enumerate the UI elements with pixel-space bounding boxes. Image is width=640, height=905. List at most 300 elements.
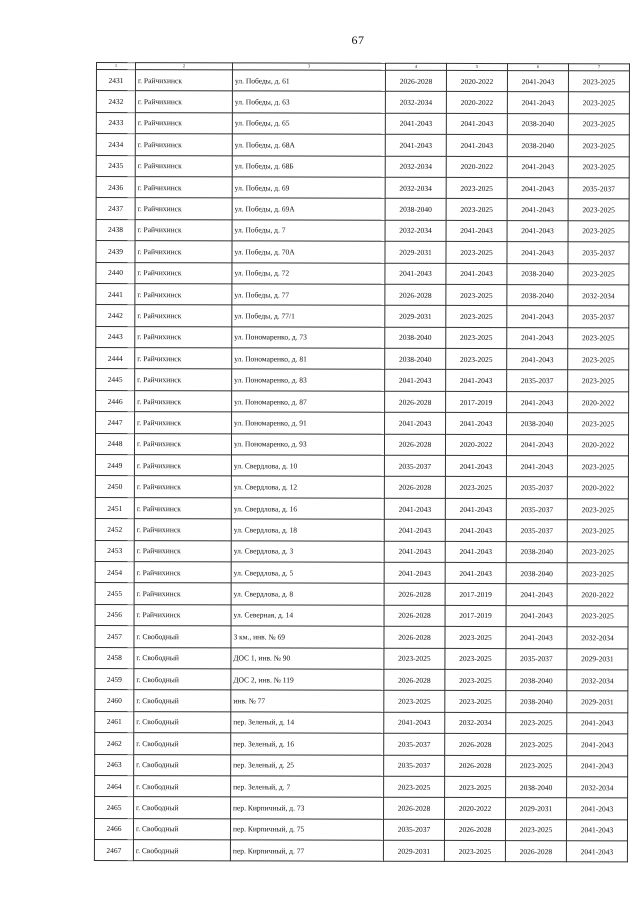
period-1-cell: 2041-2043 [384,712,445,734]
period-4-cell: 2023-2025 [568,92,629,114]
address-cell: ул. Победы, д. 63 [232,91,385,113]
table-row [96,326,629,349]
table-row [95,797,628,820]
period-3-cell: 2035-2037 [507,370,568,392]
address-cell: пер. Кирпичный, д. 75 [230,819,383,841]
period-3-cell: 2041-2043 [507,220,568,242]
address-cell: ул. Победы, д. 68Б [232,155,385,177]
table-row [96,112,629,135]
column-number-header: 2 [135,63,232,70]
table-row [95,690,628,713]
city-cell: г. Свободный [133,840,230,862]
period-2-cell: 2020-2022 [446,70,507,92]
city-cell: г. Свободный [134,647,231,669]
address-cell: ул. Победы, д. 72 [232,262,385,284]
table-row [96,241,629,264]
city-cell: г. Райчихинск [135,326,232,348]
period-1-cell: 2041-2043 [385,263,446,285]
row-number-cell: 2438 [96,219,135,240]
period-1-cell: 2029-2031 [385,241,446,263]
period-2-cell: 2023-2025 [446,327,507,349]
period-1-cell: 2035-2037 [383,819,444,841]
table-row [96,390,629,413]
period-4-cell: 2023-2025 [568,349,629,371]
row-number-cell: 2463 [95,754,134,775]
table-row [95,775,628,798]
period-3-cell: 2023-2025 [506,755,567,777]
period-4-cell: 2041-2043 [566,841,627,863]
address-cell: ул. Свердлова, д. 12 [231,476,384,498]
period-2-cell: 2020-2022 [445,434,506,456]
period-3-cell: 2038-2040 [507,113,568,135]
address-cell: ул. Свердлова, д. 10 [231,455,384,477]
period-4-cell: 2023-2025 [568,199,629,221]
period-3-cell: 2038-2040 [506,563,567,585]
city-cell: г. Свободный [133,818,230,840]
row-number-cell: 2442 [96,305,135,326]
period-4-cell: 2041-2043 [567,734,628,756]
period-2-cell: 2023-2025 [445,691,506,713]
period-2-cell: 2041-2043 [446,220,507,242]
table-row [95,647,628,670]
table-row [95,519,628,542]
city-cell: г. Райчихинск [135,390,232,412]
period-2-cell: 2017-2019 [445,584,506,606]
table-row [96,134,629,157]
table-row [95,561,628,584]
period-3-cell: 2026-2028 [505,841,566,863]
city-cell: г. Райчихинск [134,497,231,519]
row-number-cell: 2444 [96,348,135,369]
period-1-cell: 2026-2028 [384,798,445,820]
row-number-cell: 2456 [95,604,134,625]
row-number-cell: 2431 [96,70,135,91]
column-number-header: 7 [568,64,629,71]
period-4-cell: 2023-2025 [568,114,629,136]
row-number-cell: 2434 [96,134,135,155]
period-1-cell: 2026-2028 [384,584,445,606]
period-2-cell: 2041-2043 [446,370,507,392]
table-row [95,733,628,756]
city-cell: г. Райчихинск [135,219,232,241]
period-4-cell: 2032-2034 [567,777,628,799]
period-3-cell: 2023-2025 [505,819,566,841]
period-3-cell: 2041-2043 [507,391,568,413]
table-row [94,840,627,863]
address-cell: ДОС 2, инв. № 119 [231,669,384,691]
period-2-cell: 2041-2043 [446,135,507,157]
period-2-cell: 2023-2025 [446,177,507,199]
row-number-cell: 2449 [95,455,134,476]
period-3-cell: 2038-2040 [506,776,567,798]
city-cell: г. Райчихинск [135,412,232,434]
period-2-cell: 2023-2025 [445,477,506,499]
table-row [95,626,628,649]
period-1-cell: 2035-2037 [384,755,445,777]
period-3-cell: 2038-2040 [507,413,568,435]
period-4-cell: 2032-2034 [568,285,629,307]
period-4-cell: 2023-2025 [567,499,628,521]
period-2-cell: 2041-2043 [445,541,506,563]
period-1-cell: 2026-2028 [384,626,445,648]
period-3-cell: 2041-2043 [507,327,568,349]
period-3-cell: 2035-2037 [506,648,567,670]
period-3-cell: 2041-2043 [507,349,568,371]
period-4-cell: 2020-2022 [567,434,628,456]
period-1-cell: 2041-2043 [385,413,446,435]
city-cell: г. Свободный [134,775,231,797]
city-cell: г. Свободный [134,754,231,776]
period-4-cell: 2023-2025 [567,606,628,628]
row-number-cell: 2448 [95,433,134,454]
period-1-cell: 2035-2037 [384,455,445,477]
period-4-cell: 2023-2025 [568,413,629,435]
address-cell: ул. Свердлова, д. 8 [231,583,384,605]
row-number-cell: 2451 [95,497,134,518]
table-row [96,176,629,199]
row-number-cell: 2452 [95,519,134,540]
city-cell: г. Райчихинск [134,604,231,626]
city-cell: г. Райчихинск [135,284,232,306]
city-cell: г. Райчихинск [135,112,232,134]
period-3-cell: 2038-2040 [507,263,568,285]
period-2-cell: 2020-2022 [446,92,507,114]
address-cell: ул. Пономаренко, д. 91 [232,412,385,434]
address-cell: ул. Победы, д. 77 [232,284,385,306]
address-cell: ул. Победы, д. 61 [232,70,385,92]
table-row [95,668,628,691]
period-1-cell: 2032-2034 [385,156,446,178]
period-4-cell: 2023-2025 [568,156,629,178]
period-4-cell: 2041-2043 [567,798,628,820]
column-number-header: 3 [232,63,385,70]
table-row [96,155,629,178]
period-2-cell: 2041-2043 [446,413,507,435]
period-4-cell: 2020-2022 [568,392,629,414]
period-3-cell: 2023-2025 [506,734,567,756]
table-row [95,540,628,563]
period-4-cell: 2023-2025 [568,327,629,349]
period-3-cell: 2041-2043 [506,627,567,649]
address-cell: ул. Свердлова, д. 18 [231,519,384,541]
period-3-cell: 2041-2043 [507,71,568,93]
address-cell: пер. Зеленый, д. 7 [231,776,384,798]
period-2-cell: 2023-2025 [446,242,507,264]
address-cell: пер. Кирпичный, д. 73 [231,797,384,819]
city-cell: г. Райчихинск [134,562,231,584]
row-number-cell: 2465 [95,797,134,818]
period-2-cell: 2041-2043 [445,455,506,477]
city-cell: г. Райчихинск [135,155,232,177]
city-cell: г. Райчихинск [135,262,232,284]
period-4-cell: 2032-2034 [567,627,628,649]
period-2-cell: 2041-2043 [446,263,507,285]
row-number-cell: 2458 [95,647,134,668]
period-1-cell: 2026-2028 [384,605,445,627]
period-3-cell: 2023-2025 [506,712,567,734]
period-2-cell: 2023-2025 [444,840,505,862]
period-1-cell: 2032-2034 [385,177,446,199]
period-3-cell: 2041-2043 [506,605,567,627]
row-number-cell: 2441 [96,283,135,304]
address-cell: пер. Кирпичный, д. 77 [230,840,383,862]
period-4-cell: 2041-2043 [566,819,627,841]
period-3-cell: 2041-2043 [507,242,568,264]
row-number-cell: 2454 [95,561,134,582]
city-cell: г. Райчихинск [134,476,231,498]
period-2-cell: 2023-2025 [445,648,506,670]
period-3-cell: 2035-2037 [506,477,567,499]
address-cell: ул. Пономаренко, д. 83 [232,369,385,391]
city-cell: г. Райчихинск [134,455,231,477]
period-1-cell: 2023-2025 [384,776,445,798]
row-number-cell: 2457 [95,626,134,647]
period-1-cell: 2038-2040 [385,327,446,349]
row-number-cell: 2459 [95,668,134,689]
period-3-cell: 2041-2043 [506,456,567,478]
table-row [96,70,629,93]
period-3-cell: 2041-2043 [506,434,567,456]
row-number-cell: 2461 [95,711,134,732]
city-cell: г. Свободный [134,690,231,712]
period-2-cell: 2017-2019 [445,605,506,627]
column-number-header: 6 [507,64,568,71]
period-3-cell: 2038-2040 [506,670,567,692]
city-cell: г. Райчихинск [135,70,232,92]
period-1-cell: 2026-2028 [385,70,446,92]
period-4-cell: 2041-2043 [567,712,628,734]
table-row [96,369,629,392]
city-cell: г. Райчихинск [135,198,232,220]
period-4-cell: 2023-2025 [567,520,628,542]
period-4-cell: 2023-2025 [568,135,629,157]
address-cell: ул. Пономаренко, д. 73 [232,327,385,349]
period-2-cell: 2026-2028 [445,734,506,756]
row-number-cell: 2460 [95,690,134,711]
period-2-cell: 2023-2025 [446,284,507,306]
period-3-cell: 2041-2043 [507,306,568,328]
period-2-cell: 2026-2028 [445,755,506,777]
period-3-cell: 2038-2040 [506,691,567,713]
period-3-cell: 2041-2043 [507,199,568,221]
period-1-cell: 2041-2043 [385,113,446,135]
city-cell: г. Райчихинск [135,305,232,327]
row-number-cell: 2443 [96,326,135,347]
address-cell: ул. Северная, д. 14 [231,605,384,627]
period-2-cell: 2023-2025 [446,199,507,221]
period-1-cell: 2038-2040 [385,348,446,370]
address-cell: ул. Пономаренко, д. 93 [231,433,384,455]
row-number-cell: 2462 [95,733,134,754]
period-4-cell: 2035-2037 [568,306,629,328]
address-cell: ул. Победы, д. 69А [232,198,385,220]
table-row [96,305,629,328]
address-cell: ул. Победы, д. 70А [232,241,385,263]
period-1-cell: 2041-2043 [385,370,446,392]
table-row [96,262,629,285]
period-4-cell: 2035-2037 [568,178,629,200]
table-row [95,433,628,456]
city-cell: г. Райчихинск [134,583,231,605]
period-1-cell: 2041-2043 [384,519,445,541]
period-4-cell: 2032-2034 [567,670,628,692]
address-cell: пер. Зеленый, д. 25 [231,754,384,776]
period-1-cell: 2041-2043 [384,498,445,520]
city-cell: г. Райчихинск [135,369,232,391]
period-1-cell: 2032-2034 [385,220,446,242]
period-3-cell: 2041-2043 [506,584,567,606]
period-1-cell: 2026-2028 [385,284,446,306]
city-cell: г. Свободный [134,797,231,819]
address-cell: ул. Свердлова, д. 16 [231,498,384,520]
page-number: 67 [351,33,365,47]
row-number-cell: 2439 [96,241,135,262]
column-number-header: 4 [385,63,446,70]
period-1-cell: 2041-2043 [384,562,445,584]
address-cell: ул. Пономаренко, д. 87 [232,391,385,413]
address-cell: пер. Зеленый, д. 16 [231,733,384,755]
row-number-cell: 2445 [96,369,135,390]
period-2-cell: 2023-2025 [445,627,506,649]
period-1-cell: 2032-2034 [385,92,446,114]
period-4-cell: 2023-2025 [568,220,629,242]
period-2-cell: 2041-2043 [445,498,506,520]
period-2-cell: 2032-2034 [445,712,506,734]
period-1-cell: 2026-2028 [384,669,445,691]
period-4-cell: 2020-2022 [567,584,628,606]
period-4-cell: 2029-2031 [567,691,628,713]
row-number-cell: 2433 [96,112,135,133]
address-cell: ул. Победы, д. 7 [232,220,385,242]
row-number-cell: 2455 [95,583,134,604]
period-2-cell: 2017-2019 [446,391,507,413]
period-3-cell: 2041-2043 [507,92,568,114]
period-2-cell: 2023-2025 [446,348,507,370]
city-cell: г. Райчихинск [135,348,232,370]
period-1-cell: 2041-2043 [385,134,446,156]
city-cell: г. Райчихинск [134,540,231,562]
table-row [96,198,629,221]
table-row [94,818,627,841]
city-cell: г. Райчихинск [135,134,232,156]
row-number-cell: 2466 [94,818,133,839]
period-4-cell: 2035-2037 [568,242,629,264]
period-1-cell: 2029-2031 [383,840,444,862]
city-cell: г. Свободный [134,711,231,733]
period-4-cell: 2029-2031 [567,648,628,670]
table-row [96,348,629,371]
table-row [96,219,629,242]
period-4-cell: 2023-2025 [567,456,628,478]
address-cell: ул. Победы, д. 69 [232,177,385,199]
period-1-cell: 2041-2043 [384,541,445,563]
row-number-cell: 2432 [96,91,135,112]
period-3-cell: 2041-2043 [507,178,568,200]
row-number-cell: 2440 [96,262,135,283]
city-cell: г. Свободный [134,669,231,691]
period-1-cell: 2023-2025 [384,648,445,670]
period-2-cell: 2023-2025 [445,669,506,691]
period-2-cell: 2020-2022 [445,798,506,820]
table-row [95,754,628,777]
row-number-cell: 2453 [95,540,134,561]
address-cell: ул. Победы, д. 77/1 [232,305,385,327]
housing-schedule-table [94,62,630,863]
period-3-cell: 2038-2040 [506,541,567,563]
address-cell: инв. № 77 [231,690,384,712]
row-number-cell: 2437 [96,198,135,219]
row-number-cell: 2447 [96,412,135,433]
city-cell: г. Свободный [134,733,231,755]
period-1-cell: 2029-2031 [385,306,446,328]
period-2-cell: 2041-2043 [445,520,506,542]
period-2-cell: 2023-2025 [445,776,506,798]
city-cell: г. Свободный [134,626,231,648]
period-1-cell: 2023-2025 [384,691,445,713]
period-4-cell: 2023-2025 [567,541,628,563]
period-4-cell: 2020-2022 [567,477,628,499]
period-2-cell: 2023-2025 [446,306,507,328]
address-cell: 3 км., инв. № 69 [231,626,384,648]
period-2-cell: 2041-2043 [445,562,506,584]
row-number-cell: 2436 [96,176,135,197]
address-cell: ул. Победы, д. 65 [232,113,385,135]
row-number-cell: 2467 [94,840,133,861]
address-cell: ул. Свердлова, д. 5 [231,562,384,584]
city-cell: г. Райчихинск [135,177,232,199]
table-body [94,63,629,863]
table-row [96,283,629,306]
period-3-cell: 2029-2031 [506,798,567,820]
column-number-header: 5 [446,63,507,70]
period-3-cell: 2041-2043 [507,156,568,178]
city-cell: г. Райчихинск [134,519,231,541]
period-4-cell: 2041-2043 [567,755,628,777]
city-cell: г. Райчихинск [135,241,232,263]
row-number-cell: 2450 [95,476,134,497]
table-row [95,604,628,627]
table-row [96,91,629,114]
address-cell: ДОС 1, инв. № 90 [231,647,384,669]
period-2-cell: 2020-2022 [446,156,507,178]
period-3-cell: 2035-2037 [506,520,567,542]
address-cell: ул. Победы, д. 68А [232,134,385,156]
period-4-cell: 2023-2025 [568,370,629,392]
period-4-cell: 2023-2025 [568,263,629,285]
row-number-cell: 2464 [95,775,134,796]
period-2-cell: 2026-2028 [444,819,505,841]
table-row [95,711,628,734]
table-row [95,476,628,499]
period-1-cell: 2026-2028 [384,477,445,499]
period-1-cell: 2035-2037 [384,733,445,755]
period-3-cell: 2035-2037 [506,498,567,520]
table-row [95,455,628,478]
period-1-cell: 2026-2028 [385,391,446,413]
period-4-cell: 2023-2025 [567,563,628,585]
period-3-cell: 2038-2040 [507,284,568,306]
period-3-cell: 2038-2040 [507,135,568,157]
address-cell: пер. Зеленый, д. 14 [231,712,384,734]
city-cell: г. Райчихинск [135,91,232,113]
table-row [95,497,628,520]
column-number-header: 1 [96,63,135,70]
period-2-cell: 2041-2043 [446,113,507,135]
period-1-cell: 2038-2040 [385,199,446,221]
row-number-cell: 2446 [96,390,135,411]
address-cell: ул. Пономаренко, д. 81 [232,348,385,370]
table-row [95,583,628,606]
